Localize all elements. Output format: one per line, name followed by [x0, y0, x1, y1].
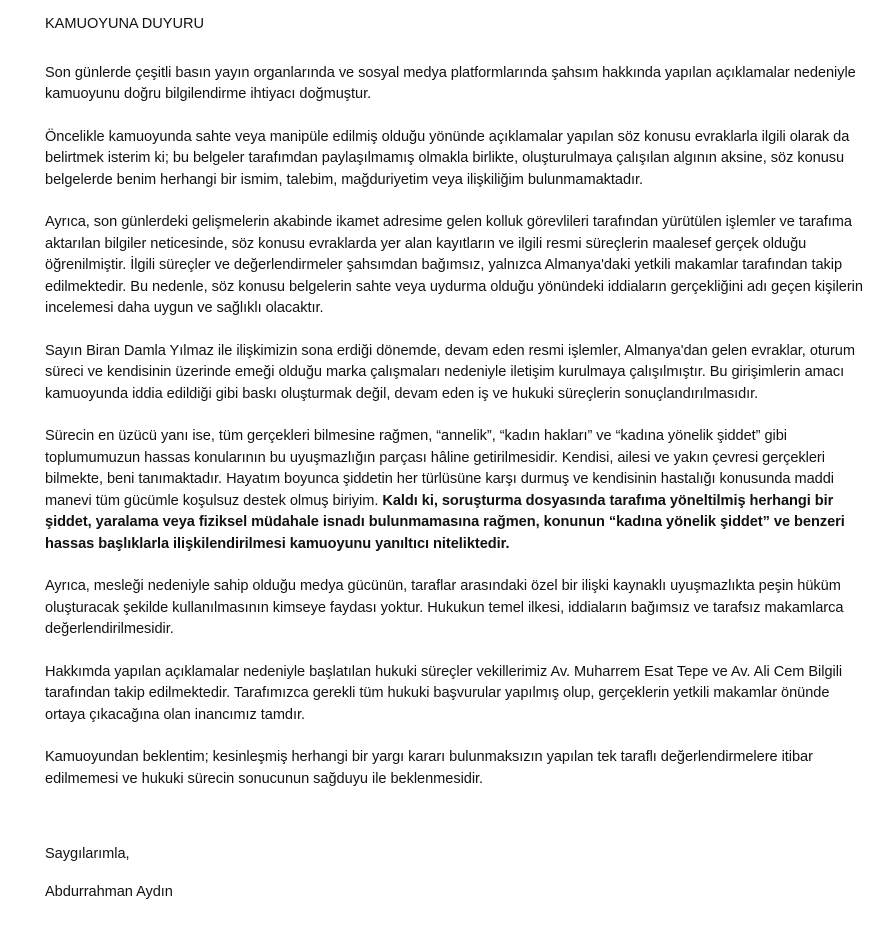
paragraph-sensitive-topics	[45, 426, 873, 555]
document-title: KAMUOYUNA DUYURU	[45, 16, 204, 32]
paragraph-developments: Ayrıca, son günlerdeki gelişmelerin akabinde ikamet adresime gelen kolluk görevlileri tarafından yürütülen işlemler ve tarafıma aktarılan bilgiler neticesinde, söz konusu evraklarda yer alan kayıtların ve ilgili resmi süreçlerin maalesef gerçek olduğu öğrenilmiştir. İlgili süreçler ve değerlendirmeler şahsımdan bağımsız, yalnızca Almanya'daki yetkili makamlar tarafından takip edilmektedir. Bu nedenle, söz konusu belgelerin sahte veya uydurma olduğu yönündeki iddiaların gerçekliğini adı geçen kişilerin incelemesi daha uygun ve sağlıklı olacaktır.	[45, 214, 863, 316]
announcement-document	[45, 14, 873, 811]
paragraph-media-power: Ayrıca, mesleği nedeniyle sahip olduğu medya gücünün, taraflar arasındaki özel bir ilişki kaynaklı uyuşmazlıkta peşin hüküm oluşturacak şekilde kullanılmasının kimseye faydası yoktur. Hukukun temel ilkesi, iddiaların bağımsız ve tarafsız makamlarca değerlendirilmesidir.	[45, 578, 844, 637]
paragraph-documents: Öncelikle kamuoyunda sahte veya manipüle edilmiş olduğu yönünde açıklamalar yapılan söz konusu evraklarla ilgili olarak da belirtmek isterim ki; bu belgeler tarafımdan paylaşılmamış olmakla birlikte, oluşturulmaya çalışılan algının aksine, söz konusu belgelerde benim herhangi bir ismim, talebim, mağduriyetim veya ilişkiliğim bulunmamaktadır.	[45, 128, 850, 188]
closing-greeting: Saygılarımla,	[45, 846, 130, 862]
paragraph-expectation: Kamuoyundan beklentim; kesinleşmiş herhangi bir yargı kararı bulunmaksızın yapılan tek taraflı değerlendirmelere itibar edilmemesi ve hukuki sürecin sonucunun sağduyu ile beklenmesidir.	[45, 749, 813, 787]
paragraph-intro: Son günlerde çeşitli basın yayın organlarında ve sosyal medya platformlarında şahsım hakkında yapılan açıklamalar nedeniyle kamuoyunu doğru bilgilendirme ihtiyacı doğmuştur.	[45, 64, 856, 102]
paragraph-legal-process: Hakkımda yapılan açıklamalar nedeniyle başlatılan hukuki süreçler vekillerimiz Av. Muharrem Esat Tepe ve Av. Ali Cem Bilgili tarafından takip edilmektedir. Tarafımızca gerekli tüm hukuki başvurular yapılmış olup, gerçeklerin yetkili makamlar önünde ortaya çıkacağına olan inancımız tamdır.	[45, 663, 843, 723]
signature-name: Abdurrahman Aydın	[45, 884, 173, 900]
paragraph-relationship: Sayın Biran Damla Yılmaz ile ilişkimizin sona erdiği dönemde, devam eden resmi işlemler, Almanya'dan gelen evraklar, oturum süreci ve kendisinin üzerinde emeği olduğu marka çalışmaları nedeniyle iletişim kurulmaya çalışılmıştır. Bu girişimlerin amacı kamuoyunda iddia edildiği gibi baskı oluşturmak değil, devam eden iş ve hukuki süreçlerin sonuçlandırılmasıdır.	[45, 342, 855, 402]
paragraph-sensitive-topics-text: Sürecin en üzücü yanı ise, tüm gerçekleri bilmesine rağmen, “annelik”, “kadın hakları” ve “kadına yönelik şiddet” gibi toplumumuzun hassas konularının bu uyuşmazlığın parçası hâline getirilmesidir. Kendisi, ailesi ve yakın çevresi gerçekleri bilmekte, beni tanımaktadır. Hayatım boyunca şiddetin her türlüsüne karşı durmuş ve kendisinin hastalığı konusunda maddi manevi tüm gücümle koşulsuz destek olmuş biriyim.	[45, 428, 834, 509]
paragraph-sensitive-topics-bold: Kaldı ki, soruşturma dosyasında tarafıma yöneltilmiş herhangi bir şiddet, yaralama veya fiziksel müdahale isnadı bulunmamasına rağmen, konunun “kadına yönelik şiddet” ve benzeri hassas başlıklarla ilişkilendirilmesi kamuoyunu yanıltıcı niteliktedir.	[45, 492, 845, 552]
